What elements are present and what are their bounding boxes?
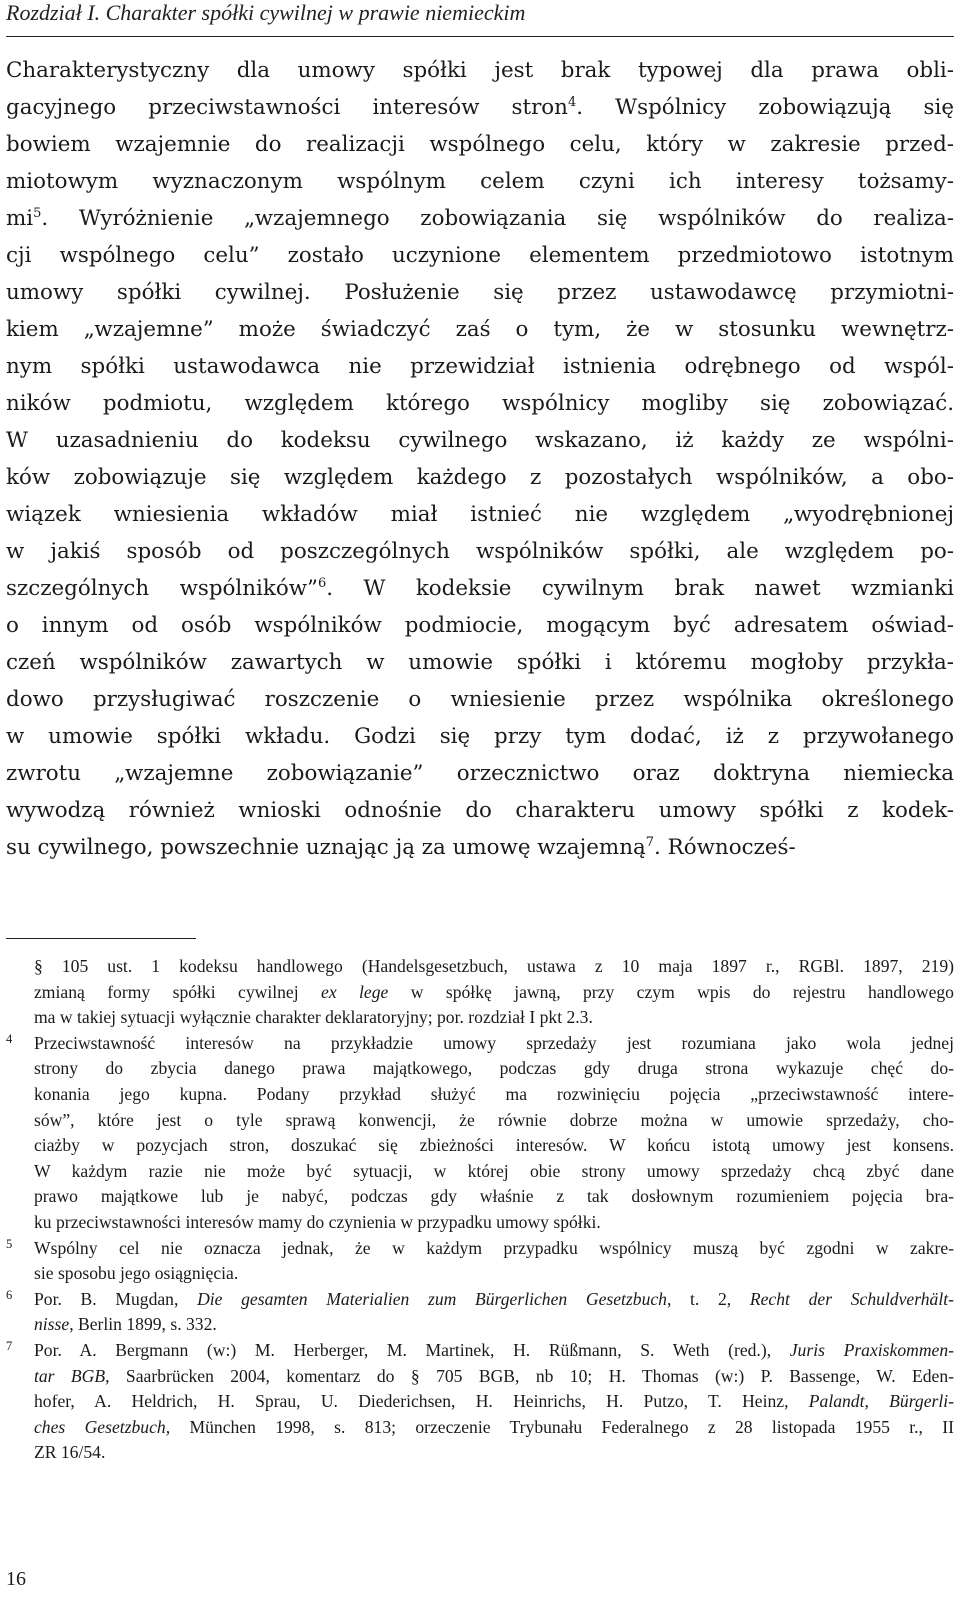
- footnotes: [6, 954, 954, 1466]
- body-line: miotowym wyznaczonym wspólnym celem czyni ich interesy tożsamy-: [6, 169, 954, 194]
- body-line: w jakiś sposób od poszczególnych wspólników spółki, ale względem po-: [6, 539, 954, 564]
- footnote-separator: [6, 938, 196, 939]
- page-number: 16: [6, 1568, 26, 1590]
- body-line: ników podmiotu, względem którego wspólnicy mogliby się zobowiązać.: [6, 391, 954, 416]
- footnote-ref-7: 7: [645, 834, 655, 850]
- footnote-4: 4 Przeciwstawność interesów na przykładzie umowy sprzedaży jest rozumiana jako wola jednej strony do zbycia danego prawa majątkowego, podczas gdy druga strona wykazuje chęć do- konania jego kupna. Podany przykład służyć ma rozwinięciu pojęcia „przeciwstawność intere- sów”, które jest o tyle sprawą konwencji, że równie dobrze można w umowie sprzedaży, cho- ciażby w pozycjach stron, doszukać się zbieżności interesów. W końcu istotą umowy jest konsens. W każdym razie nie może być sytuacji, w której obie strony umowy sprzedaży chcą zbyć dane prawo majątkowe lub je nabyć, podczas gdy właśnie z tak dosłownym rozumieniem pojęcia bra- ku przeciwstawności interesów mamy do czynienia w przypadku umowy spółki.: [6, 1031, 954, 1236]
- footnote-number: 6: [6, 1287, 13, 1302]
- body-line: cji wspólnego celu” zostało uczynione elementem przedmiotowo istotnym: [6, 243, 954, 268]
- footnote-ref-5: 5: [33, 205, 42, 221]
- footnote-7: 7 Por. A. Bergmann (w:) M. Herberger, M. Martinek, H. Rüßmann, S. Weth (red.), Juris Praxiskommen- tar BGB, Saarbrücken 2004, komentarz do § 705 BGB, nb 10; H. Thomas (w:) P. Bassenge, W. Eden- hofer, A. Heldrich, H. Sprau, U. Diederichsen, H. Heinrichs, H. Putzo, T. Heinz, Palandt, Bürgerli- ches Gesetzbuch, München 1998, s. 813; orzeczenie Trybunału Federalnego z 28 listopada 1955 r., II ZR 16/54.: [6, 1338, 954, 1466]
- body-line: ków zobowiązuje się względem każdego z pozostałych wspólników, a obo-: [6, 465, 954, 490]
- footnote-number: 5: [6, 1236, 13, 1251]
- body-line: W uzasadnieniu do kodeksu cywilnego wskazano, iż każdy ze wspólni-: [6, 428, 954, 453]
- body-line: wywodzą również wnioski odnośnie do charakteru umowy spółki z kodek-: [6, 798, 954, 823]
- body-line: zwrotu „wzajemne zobowiązanie” orzecznictwo oraz doktryna niemiecka: [6, 761, 954, 786]
- body-line: wiązek wniesienia wkładów miał istnieć nie względem „wyodrębnionej: [6, 502, 954, 527]
- running-header: [6, 0, 954, 37]
- body-text: [6, 52, 954, 866]
- body-line: czeń wspólników zawartych w umowie spółki i któremu mogłoby przykła-: [6, 650, 954, 675]
- footnote-3-continuation: § 105 ust. 1 kodeksu handlowego (Handelsgesetzbuch, ustawa z 10 maja 1897 r., RGBl. 1897, 219) zmianą formy spółki cywilnej ex lege w spółkę jawną, przy czym wpis do rejestru handlowego ma w takiej sytuacji wyłącznie charakter deklaratoryjny; por. rozdział I pkt 2.3.: [34, 956, 954, 1028]
- body-line: w umowie spółki wkładu. Godzi się przy tym dodać, iż z przywołanego: [6, 724, 954, 749]
- footnote-6: 6 Por. B. Mugdan, Die gesamten Materialien zum Bürgerlichen Gesetzbuch, t. 2, Recht der Schuldverhält- nisse, Berlin 1899, s. 332.: [6, 1287, 954, 1338]
- body-line: szczególnych wspólników”$^6$. W kodeksie cywilnym brak nawet wzmianki: [6, 575, 954, 601]
- footnote-number: 7: [6, 1338, 13, 1353]
- body-line: $mi^5$. Wyróżnienie „wzajemnego zobowiązania się wspólników do realiza-: [6, 205, 954, 231]
- body-line: dowo przysługiwać roszczenie o wniesienie przez wspólnika określonego: [6, 687, 954, 712]
- footnote-number: 4: [6, 1031, 13, 1046]
- footnote-5: 5 Wspólny cel nie oznacza jednak, że w każdym przypadku wspólnicy muszą być zgodni w zakre- sie sposobu jego osiągnięcia.: [6, 1236, 954, 1287]
- footnote-ref-6: 6: [317, 575, 327, 591]
- body-line: nym spółki ustawodawca nie przewidział istnienia odrębnego od wspól-: [6, 354, 954, 379]
- body-line: umowy spółki cywilnej. Posłużenie się przez ustawodawcę przymiotni-: [6, 280, 954, 305]
- running-title: Rozdział I. Charakter spółki cywilnej w prawie niemieckim: [6, 0, 526, 25]
- body-line: kiem „wzajemne” może świadczyć zaś o tym, że w stosunku wewnętrz-: [6, 317, 954, 342]
- footnote-ref-4: 4: [567, 94, 577, 110]
- body-line: Charakterystyczny dla umowy spółki jest brak typowej dla prawa obli-: [6, 58, 954, 83]
- body-line: su cywilnego, powszechnie uznając ją za umowę wzajemną$^7$. Równocześ-: [6, 834, 796, 860]
- body-line: o innym od osób wspólników podmiocie, mogącym być adresatem oświad-: [6, 613, 954, 638]
- body-line: bowiem wzajemnie do realizacji wspólnego celu, który w zakresie przed-: [6, 132, 954, 157]
- body-line: gacyjnego przeciwstawności interesów stron$^4$. Wspólnicy zobowiązują się: [6, 94, 954, 120]
